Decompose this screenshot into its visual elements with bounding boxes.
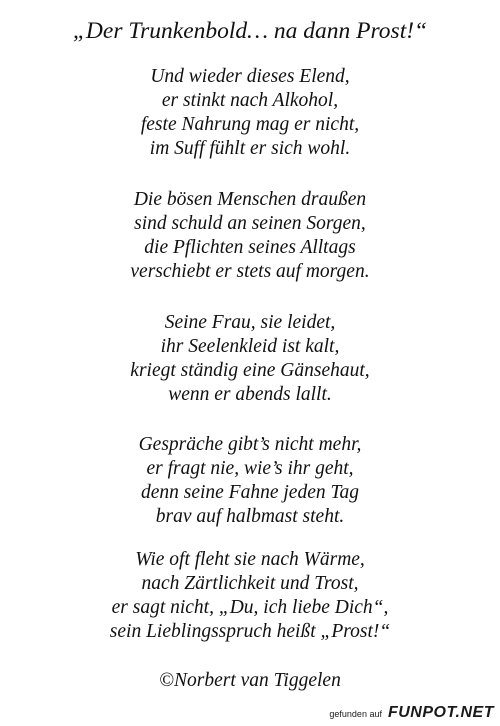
stanza-2	[0, 188, 500, 284]
stanza-line: Die bösen Menschen draußen	[133, 189, 367, 210]
stanza-line: Gespräche gibt’s nicht mehr,	[138, 434, 362, 455]
stanza-line: er fragt nie, wie’s ihr geht,	[146, 458, 354, 479]
stanza-line: feste Nahrung mag er nicht,	[140, 114, 360, 135]
watermark-brand: FUNPOT.NET	[387, 704, 494, 721]
poem-title: „Der Trunkenbold… na dann Prost!“	[72, 18, 428, 44]
stanza-line: wenn er abends lallt.	[168, 384, 332, 405]
stanza-line: Seine Frau, sie leidet,	[164, 312, 336, 333]
stanza-line: er sagt nicht, „Du, ich liebe Dich“,	[111, 597, 389, 618]
stanza-line: nach Zärtlichkeit und Trost,	[141, 573, 359, 594]
stanza-line: die Pflichten seines Alltags	[144, 237, 356, 258]
stanza-line: Und wieder dieses Elend,	[150, 66, 350, 87]
watermark-prefix: gefunden auf	[329, 709, 382, 719]
poem-author: ©Norbert van Tiggelen	[159, 670, 341, 691]
stanza-line: kriegt ständig eine Gänsehaut,	[130, 360, 370, 381]
stanza-line: im Suff fühlt er sich wohl.	[149, 138, 351, 159]
stanza-line: er stinkt nach Alkohol,	[161, 90, 339, 111]
stanza-line: Wie oft fleht sie nach Wärme,	[135, 549, 365, 570]
stanza-line: ihr Seelenkleid ist kalt,	[160, 336, 340, 357]
stanza-line: brav auf halbmast steht.	[155, 506, 345, 527]
stanza-line: verschiebt er stets auf morgen.	[130, 261, 370, 282]
stanza-line: sind schuld an seinen Sorgen,	[134, 213, 366, 234]
stanza-line: sein Lieblingsspruch heißt „Prost!“	[109, 621, 391, 642]
stanza-5	[0, 548, 500, 644]
stanza-3	[0, 311, 500, 407]
stanza-1	[0, 65, 500, 161]
stanza-4	[0, 433, 500, 529]
site-watermark	[329, 704, 494, 722]
stanza-line: denn seine Fahne jeden Tag	[140, 482, 360, 503]
